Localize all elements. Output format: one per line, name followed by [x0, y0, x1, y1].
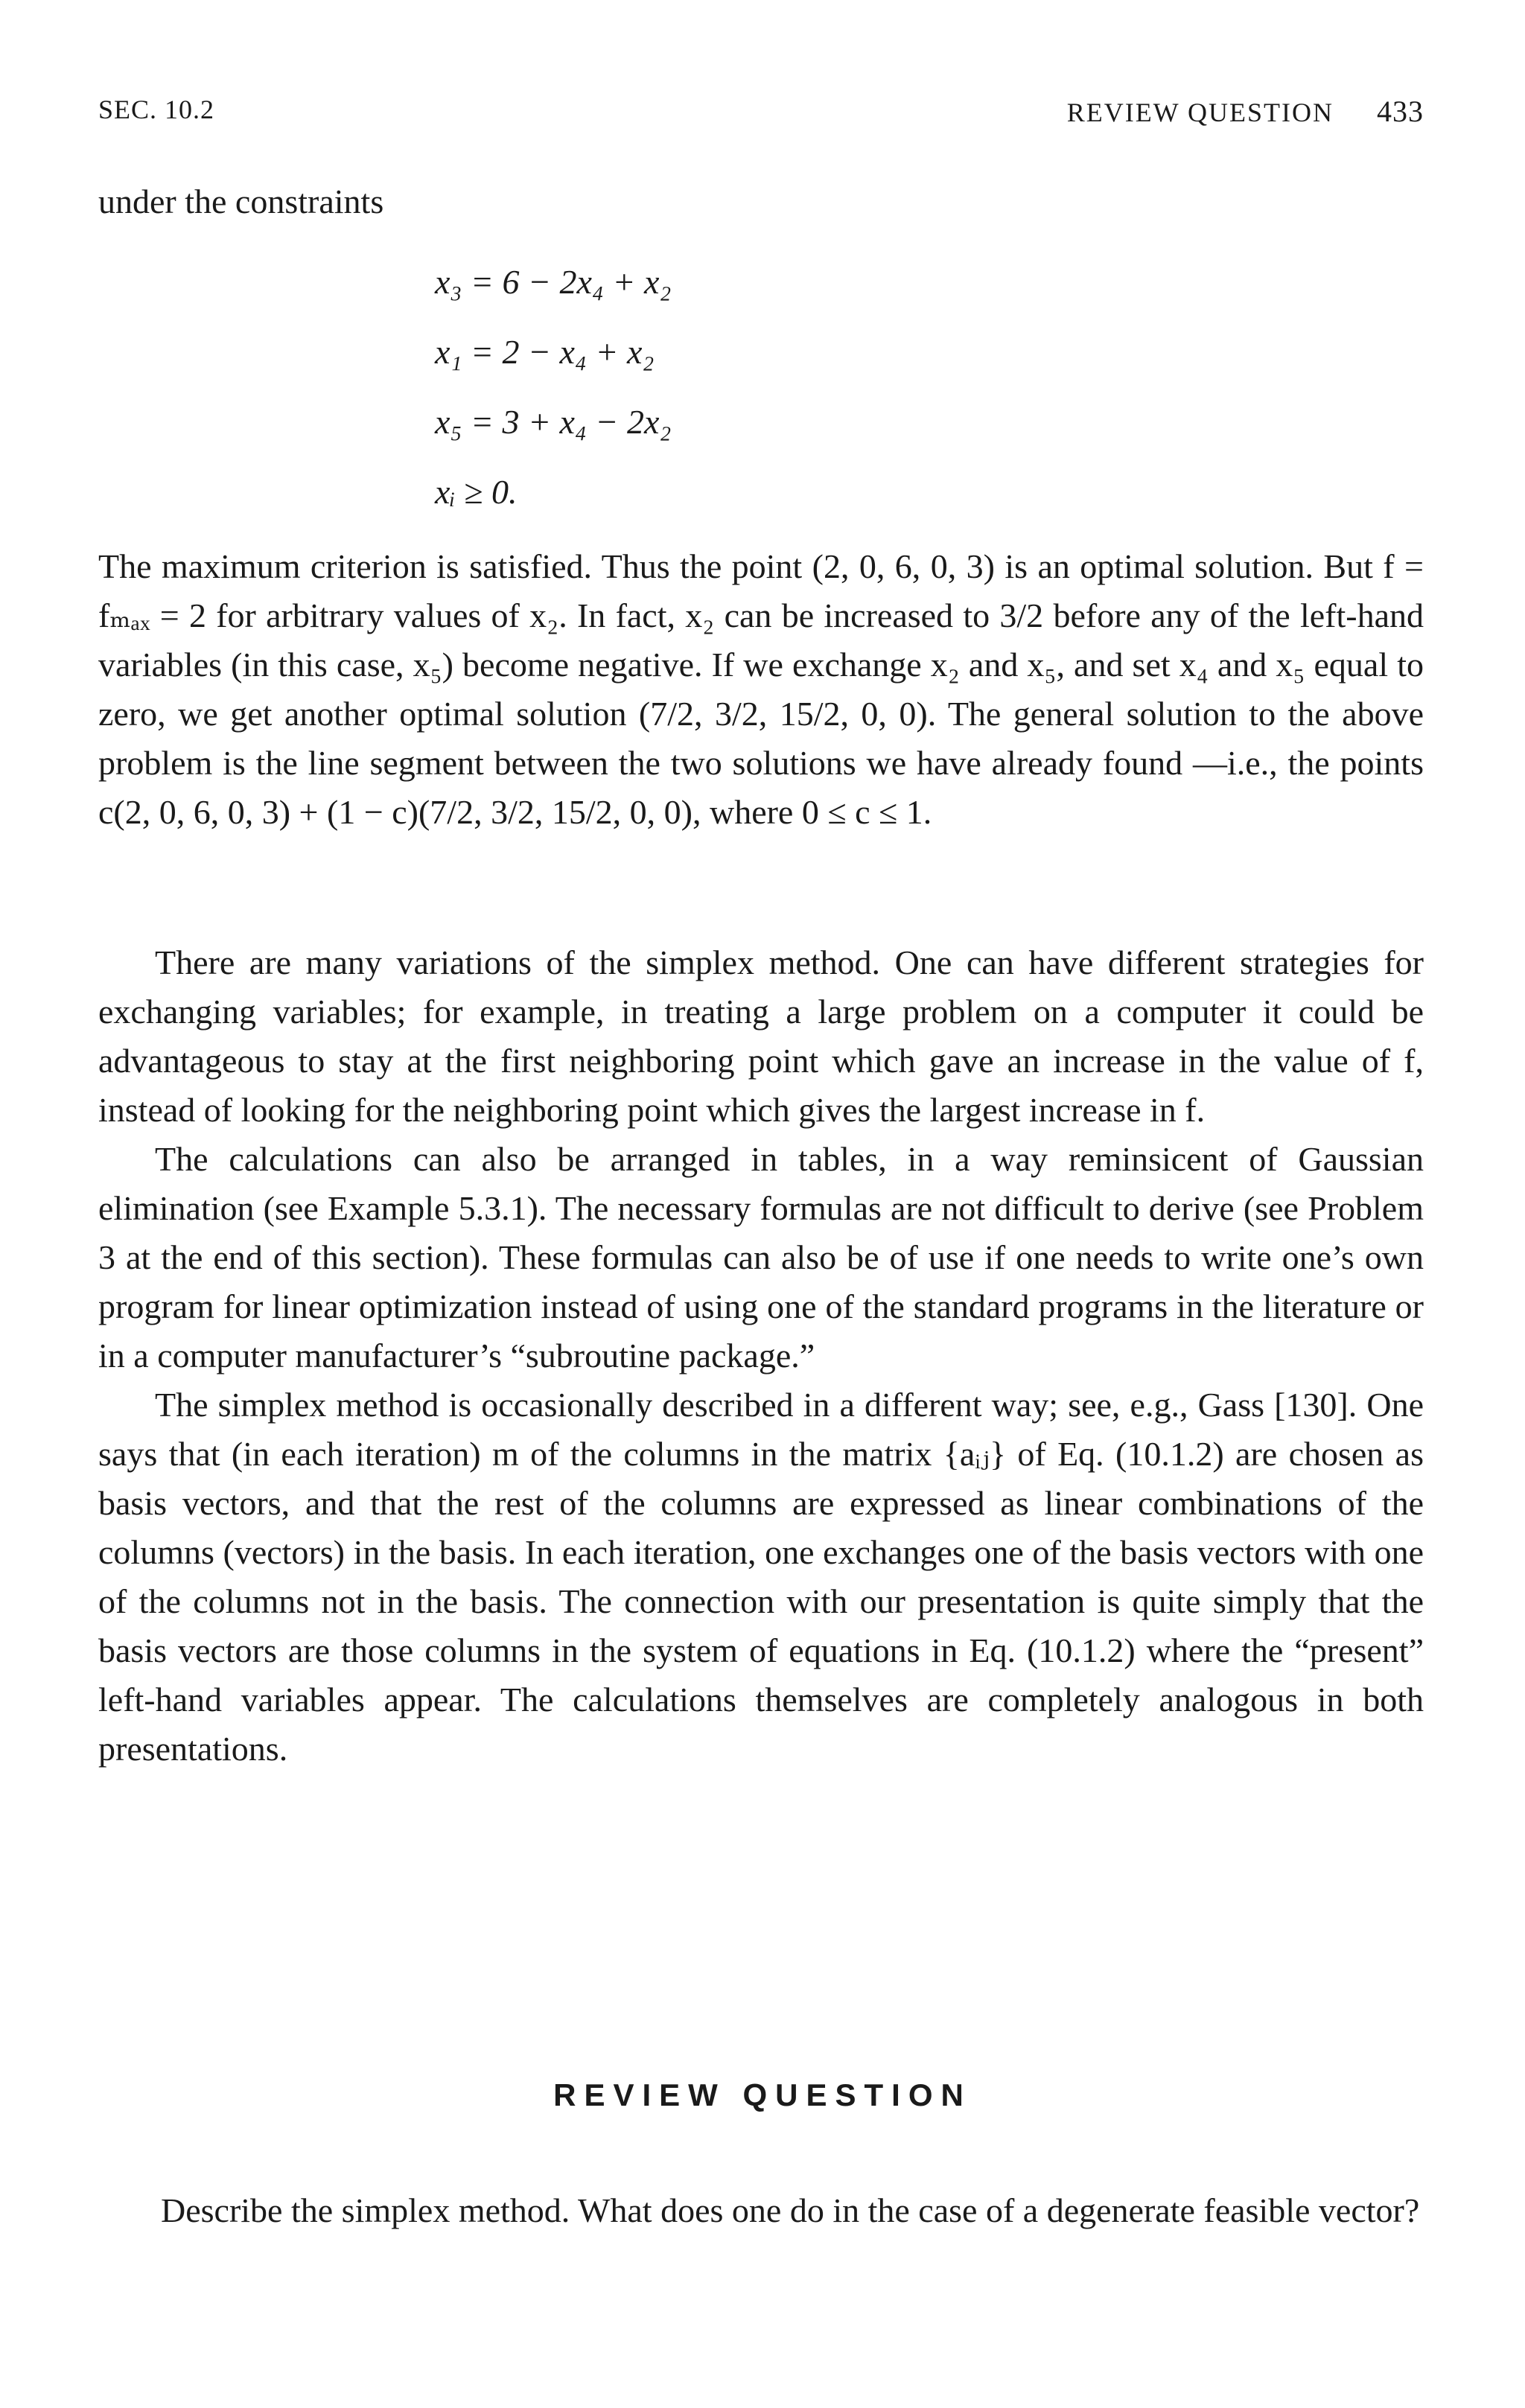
page-number: 433: [1377, 95, 1424, 128]
body-block-2: [98, 938, 1424, 1774]
review-question-heading: REVIEW QUESTION: [553, 2077, 972, 2112]
paragraph: The simplex method is occasionally described in a different way; see, e.g., Gass [130]. One says that (in each iteration) m of the columns in the matrix {aᵢⱼ} of Eq. (10.1.2) are chosen as basis vectors, and that the rest of the columns are expressed as linear combinations of the columns (vectors) in the basis. In each iteration, one exchanges one of the basis vectors with one of the columns not in the basis. The connection with our presentation is quite simply that the basis vectors are those columns in the system of equations in Eq. (10.1.2) where the “present” left-hand variables appear. The calculations themselves are completely analogous in both presentations.: [98, 1386, 1424, 1768]
section-label: SEC. 10.2: [98, 95, 215, 124]
running-title-block: [1067, 94, 1424, 129]
equation-1: x₃ = 6 − 2x₄ + x₂: [435, 263, 672, 301]
paragraph: The maximum criterion is satisfied. Thus the point (2, 0, 6, 0, 3) is an optimal solution. But f = fₘₐₓ = 2 for arbitrary values of x₂. In fact, x₂ can be increased to 3/2 before any of the left-hand variables (in this case, x₅) become negative. If we exchange x₂ and x₅, and set x₄ and x₅ equal to zero, we get another optimal solution (7/2, 3/2, 15/2, 0, 0). The general solution to the above problem is the line segment between the two solutions we have already found —i.e., the points c(2, 0, 6, 0, 3) + (1 − c)(7/2, 3/2, 15/2, 0, 0), where 0 ≤ c ≤ 1.: [98, 547, 1424, 831]
intro-line: under the constraints: [98, 182, 384, 220]
running-title: REVIEW QUESTION: [1066, 98, 1334, 127]
running-head: [98, 94, 1424, 138]
constraint-equations: [435, 247, 671, 527]
body-block-1: [98, 542, 1424, 837]
equation-3: x₅ = 3 + x₄ − 2x₂: [435, 403, 672, 441]
paragraph: There are many variations of the simplex method. One can have different strategies for exchanging variables; for example, in treating a large problem on a computer it could be advantageous to stay at the first neighboring point which gave an increase in the value of f, instead of looking for the neighboring point which gives the largest increase in f.: [98, 943, 1424, 1129]
equation-2: x₁ = 2 − x₄ + x₂: [435, 333, 655, 371]
paragraph: The calculations can also be arranged in tables, in a way reminsicent of Gaussian elimination (see Example 5.3.1). The necessary formulas are not difficult to derive (see Problem 3 at the end of this section). These formulas can also be of use if one needs to write one’s own program for linear optimization instead of using one of the standard programs in the literature or in a computer manufacturer’s “subroutine package.”: [98, 1140, 1424, 1375]
equation-4: xᵢ ≥ 0.: [435, 473, 518, 511]
review-question-text: Describe the simplex method. What does one do in the case of a degenerate feasible vector?: [161, 2191, 1420, 2229]
